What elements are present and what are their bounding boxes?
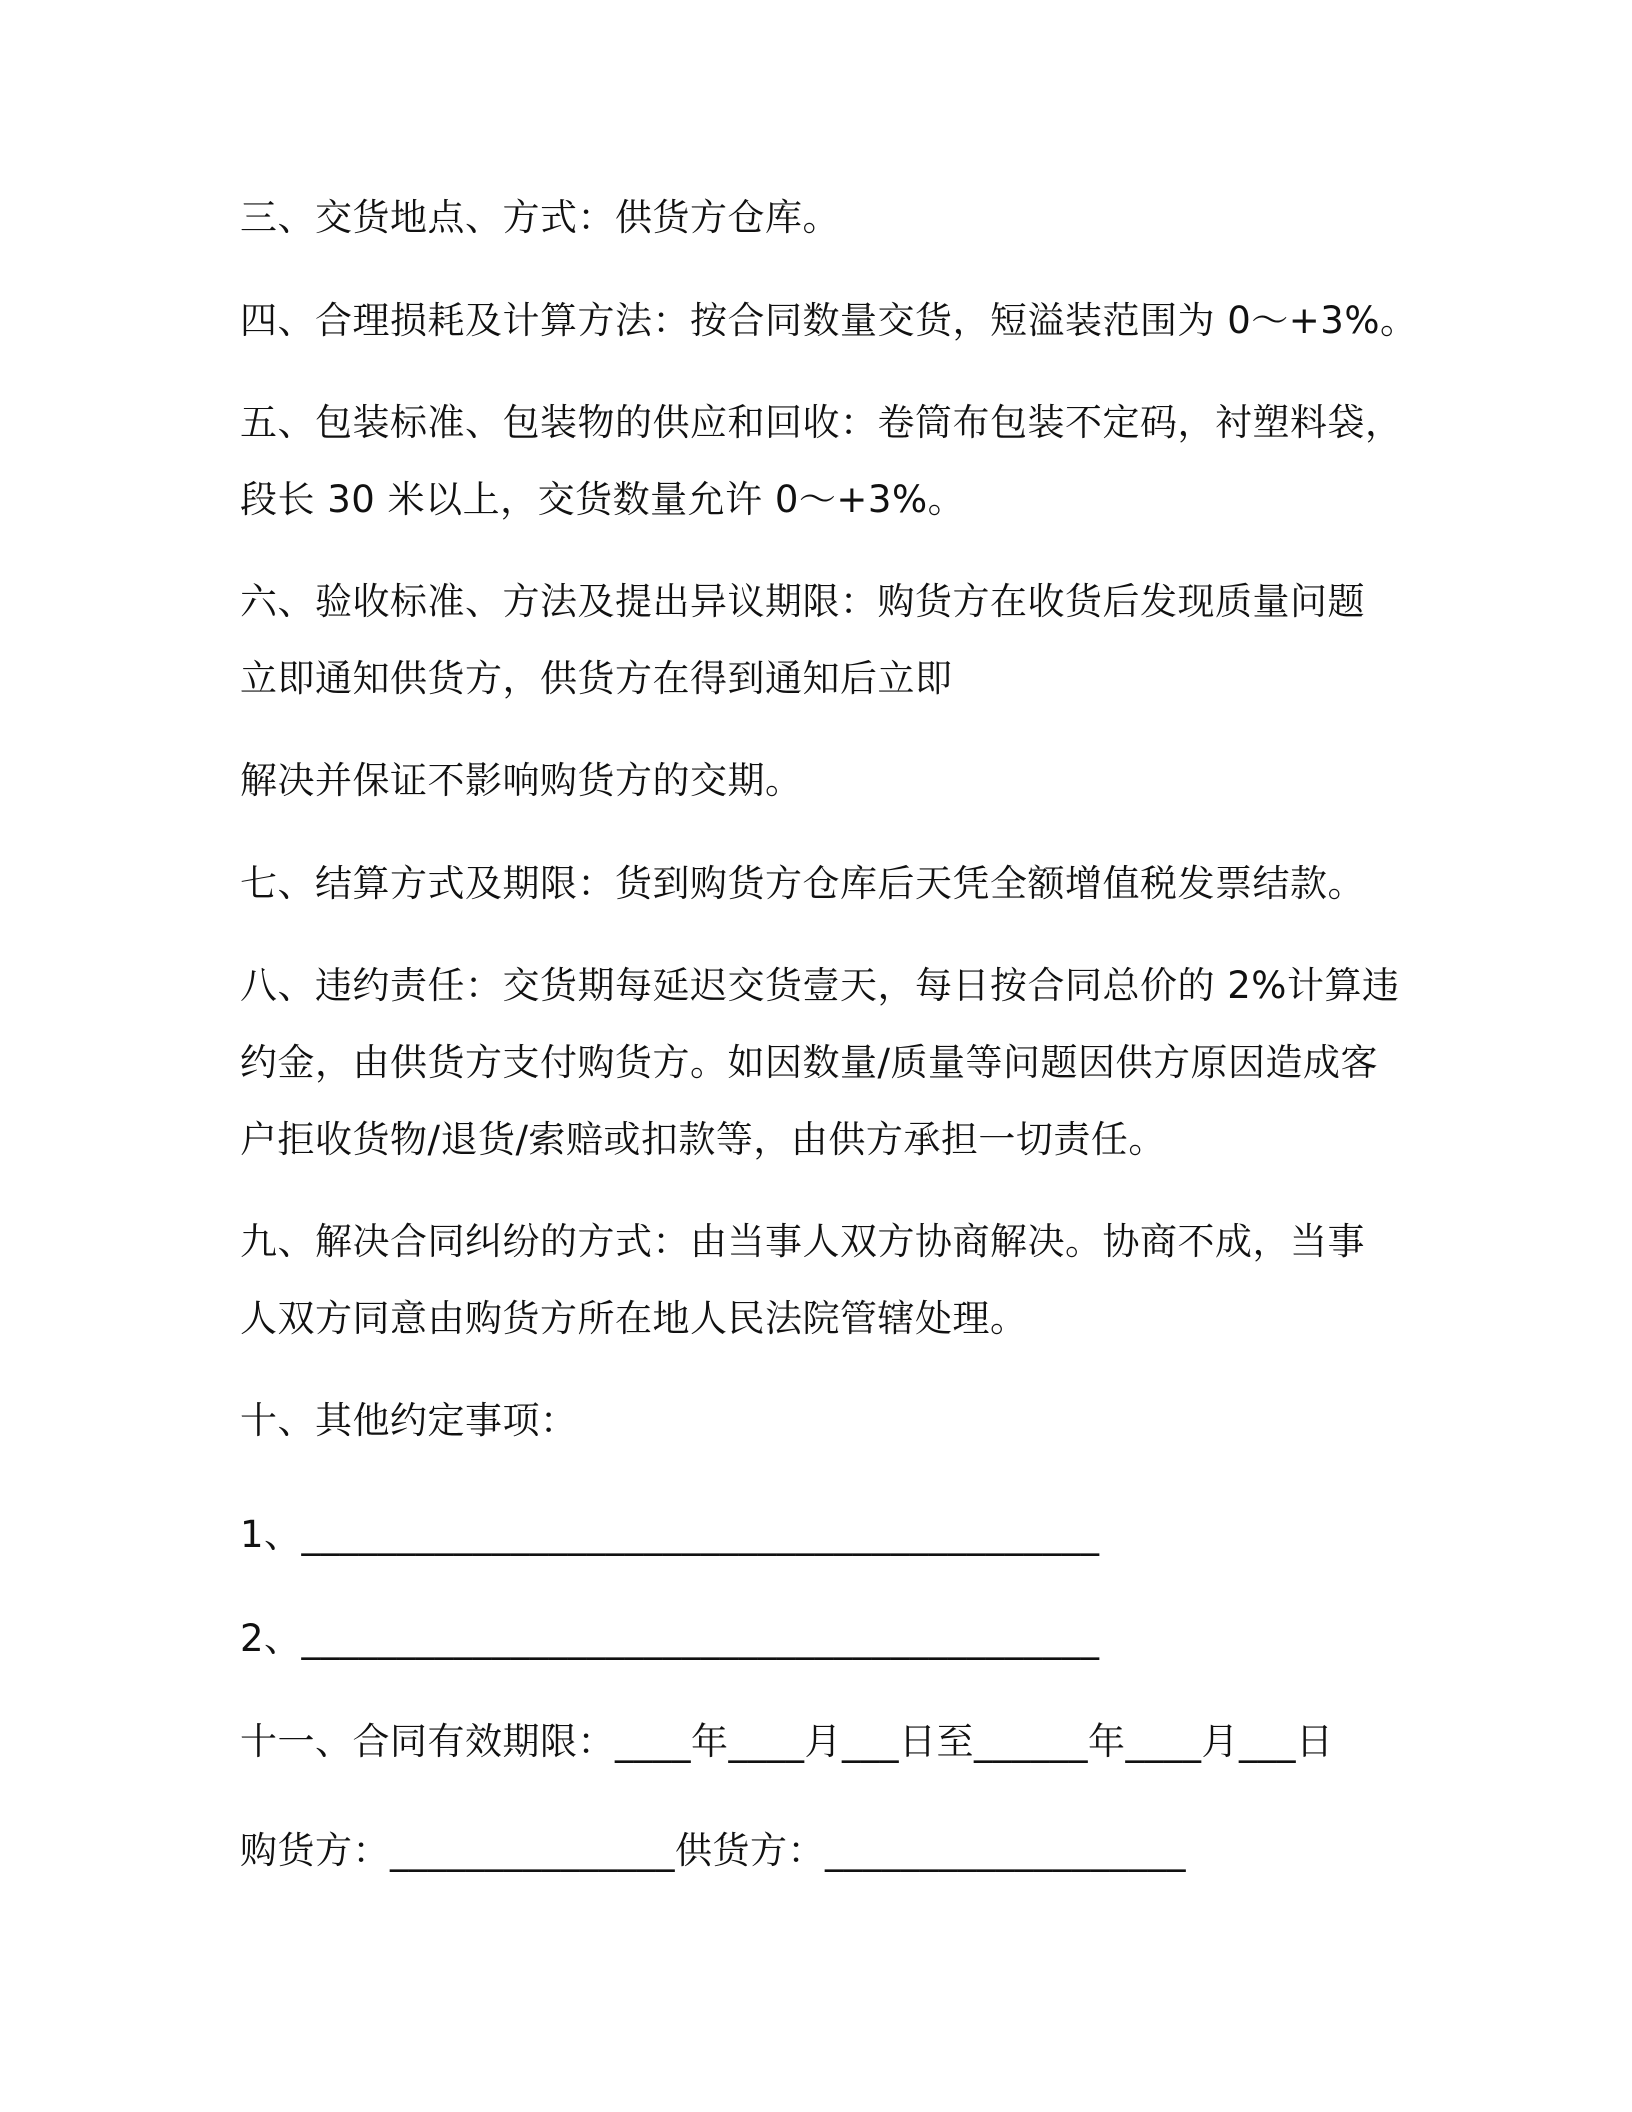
clause-10-item-2-blank: 2、__________________________________________ bbox=[240, 1617, 1100, 1660]
signature-lines: 购货方：_______________供货方：___________________ bbox=[240, 1829, 1186, 1872]
clause-8-text-continued: 约金，由供货方支付购货方。如因数量/质量等问题因供方原因造成客 bbox=[240, 1041, 1378, 1084]
clause-5-text: 五、包装标准、包装物的供应和回收：卷筒布包装不定码，衬塑料袋， bbox=[240, 401, 1403, 444]
clause-6-text-continued: 立即通知供货方，供货方在得到通知后立即 bbox=[240, 657, 953, 700]
clause-3-text: 三、交货地点、方式：供货方仓库。 bbox=[240, 196, 840, 239]
clause-7-text: 七、结算方式及期限：货到购货方仓库后天凭全额增值税发票结款。 bbox=[240, 862, 1365, 905]
clause-6-text-continued-2: 解决并保证不影响购货方的交期。 bbox=[240, 759, 803, 802]
clause-10-item-1-blank: 1、__________________________________________ bbox=[240, 1513, 1100, 1556]
clause-5-text-continued: 段长 30 米以上，交货数量允许 0～+3%。 bbox=[240, 478, 966, 521]
clause-4-text: 四、合理损耗及计算方法：按合同数量交货，短溢装范围为 0～+3%。 bbox=[240, 299, 1418, 342]
clause-11-validity-period: 十一、合同有效期限：____年____月___日至______年____月___日 bbox=[240, 1720, 1334, 1763]
clause-10-title: 十、其他约定事项： bbox=[240, 1399, 578, 1442]
clause-9-text: 九、解决合同纠纷的方式：由当事人双方协商解决。协商不成，当事 bbox=[240, 1220, 1365, 1263]
clause-9-text-continued: 人双方同意由购货方所在地人民法院管辖处理。 bbox=[240, 1297, 1028, 1340]
clause-8-text-continued-2: 户拒收货物/退货/索赔或扣款等，由供方承担一切责任。 bbox=[240, 1118, 1166, 1161]
clause-8-text: 八、违约责任：交货期每延迟交货壹天，每日按合同总价的 2%计算违 bbox=[240, 964, 1400, 1007]
clause-6-text: 六、验收标准、方法及提出异议期限：购货方在收货后发现质量问题 bbox=[240, 580, 1365, 623]
